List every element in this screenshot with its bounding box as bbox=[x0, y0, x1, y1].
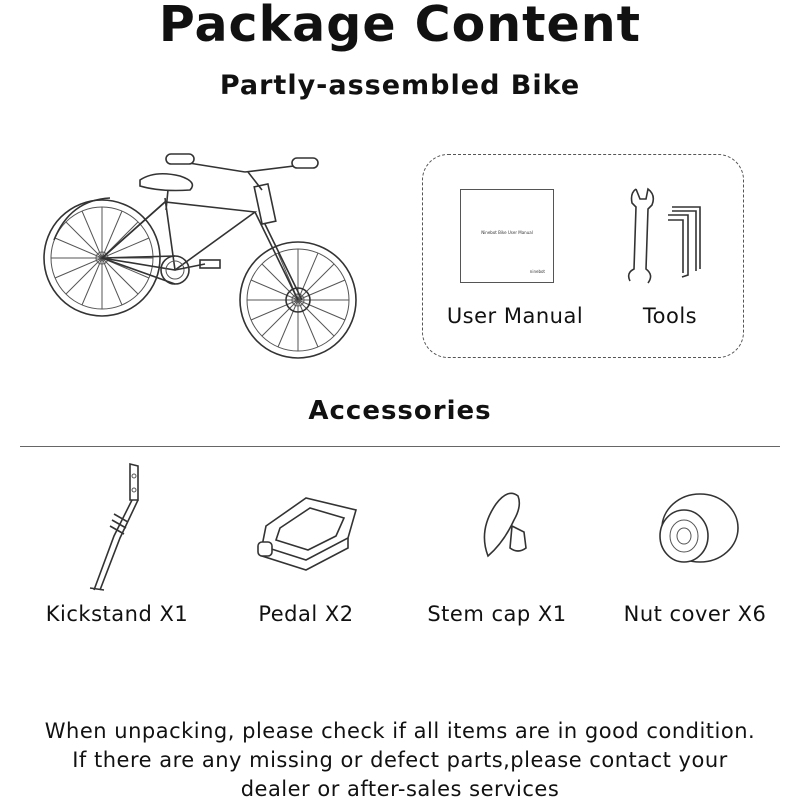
page-title: Package Content bbox=[158, 0, 642, 53]
page-subtitle: Partly-assembled Bike bbox=[219, 70, 581, 101]
user-manual-image bbox=[460, 189, 554, 283]
kickstand-icon bbox=[42, 460, 192, 600]
tools-label: Tools bbox=[642, 304, 698, 328]
accessory-label-stem-cap: Stem cap X1 bbox=[427, 602, 567, 626]
bike-illustration bbox=[40, 140, 380, 370]
nut-cover-icon bbox=[624, 460, 774, 600]
manual-cover-title: Ninebot Bike User Manual bbox=[481, 230, 533, 235]
accessory-label-nut-cover: Nut cover X6 bbox=[623, 602, 767, 626]
note-line-1: When unpacking, please check if all items are in good condition. bbox=[44, 719, 756, 743]
manual-cover-brand: ninebot bbox=[529, 269, 545, 274]
tools-icon bbox=[622, 185, 702, 285]
accessories-heading: Accessories bbox=[308, 396, 492, 426]
note-line-3: dealer or after-sales services bbox=[240, 777, 560, 801]
unpacking-note bbox=[0, 717, 800, 804]
pedal-icon bbox=[236, 460, 386, 600]
divider bbox=[20, 446, 780, 447]
accessory-label-pedal: Pedal X2 bbox=[258, 602, 354, 626]
user-manual-label: User Manual bbox=[446, 304, 584, 328]
stem-cap-icon bbox=[430, 460, 580, 600]
accessory-label-kickstand: Kickstand X1 bbox=[45, 602, 189, 626]
note-line-2: If there are any missing or defect parts,please contact your bbox=[72, 748, 728, 772]
